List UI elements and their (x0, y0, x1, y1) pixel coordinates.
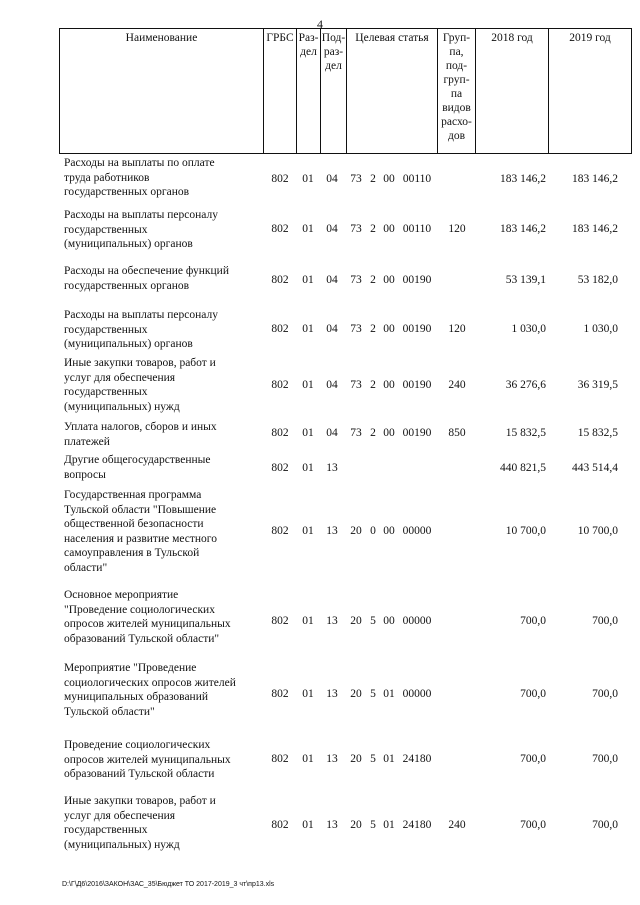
cell-rz: 01 (302, 274, 314, 286)
header-group-line: расхо- (441, 116, 472, 128)
cell-v2019: 15 832,5 (577, 427, 618, 439)
cell-pr: 13 (326, 819, 338, 831)
cell-cs4: 00000 (402, 688, 432, 700)
cell-v2018: 15 832,5 (505, 427, 546, 439)
row-name-line: Государственная программа (64, 489, 202, 501)
header-group (437, 29, 475, 153)
cell-rz: 01 (302, 688, 314, 700)
row-name (64, 420, 264, 449)
cell-cs3: 00 (383, 274, 395, 286)
cell-grbs: 802 (271, 462, 289, 474)
cell-rz: 01 (302, 379, 314, 391)
cell-rz: 01 (302, 462, 314, 474)
cell-pr: 13 (326, 753, 338, 765)
row-name (64, 156, 264, 200)
cell-pr: 13 (326, 615, 338, 627)
cell-cs2: 2 (370, 223, 376, 235)
cell-v2018: 183 146,2 (500, 223, 546, 235)
cell-rz: 01 (302, 525, 314, 537)
cell-cs1: 20 (350, 615, 362, 627)
row-name-line: труда работников (64, 171, 150, 184)
row-name-line: Мероприятие "Проведение (64, 662, 197, 674)
cell-rz: 01 (302, 819, 314, 831)
row-name-line: Тульской области "Повышение (64, 503, 217, 516)
row-name-line: опросов жителей муниципальных (64, 618, 231, 631)
cell-cs1: 73 (350, 323, 362, 335)
cell-vr: 850 (448, 427, 466, 439)
cell-v2019: 183 146,2 (572, 223, 618, 235)
cell-pr: 04 (326, 274, 338, 286)
cell-vr: 240 (448, 819, 466, 831)
cell-cs2: 5 (370, 688, 376, 700)
cell-v2018: 1 030,0 (511, 323, 546, 335)
cell-pr: 04 (326, 323, 338, 335)
row-name (64, 453, 264, 482)
row-name-line: Проведение социологических (64, 739, 211, 751)
row-name-line: Иные закупки товаров, работ и (64, 795, 216, 807)
cell-cs3: 01 (383, 753, 395, 765)
cell-cs3: 01 (383, 688, 395, 700)
header-group-line: груп- (443, 74, 470, 86)
cell-cs4: 00190 (402, 323, 432, 335)
cell-cs4: 00110 (402, 223, 432, 235)
row-name (64, 264, 264, 293)
row-name-line: платежей (64, 435, 110, 448)
cell-cs2: 5 (370, 819, 376, 831)
row-name-line: образований Тульской области (64, 768, 215, 781)
header-name: Наименование (125, 32, 198, 44)
cell-v2019: 36 319,5 (577, 379, 618, 391)
header-podrazdel-line: дел (325, 60, 342, 72)
cell-vr: 120 (448, 323, 466, 335)
cell-v2019: 700,0 (592, 615, 618, 627)
cell-v2019: 1 030,0 (583, 323, 618, 335)
row-name-line: государственных (64, 386, 148, 399)
cell-cs4: 00000 (402, 615, 432, 627)
header-razdel (296, 29, 320, 153)
cell-cs1: 20 (350, 525, 362, 537)
cell-pr: 04 (326, 223, 338, 235)
cell-grbs: 802 (271, 379, 289, 391)
cell-cs1: 73 (350, 379, 362, 391)
header-podrazdel-line: раз- (323, 46, 344, 58)
cell-cs4: 00110 (402, 173, 432, 185)
row-name-line: муниципальных образований (64, 691, 209, 704)
cell-pr: 04 (326, 173, 338, 185)
row-name-line: общественной безопасности (64, 518, 204, 531)
header-target: Целевая статья (346, 29, 437, 153)
row-name-line: образований Тульской области" (64, 632, 220, 645)
cell-grbs: 802 (271, 173, 289, 185)
cell-cs2: 2 (370, 379, 376, 391)
cell-cs4: 00190 (402, 379, 432, 391)
cell-grbs: 802 (271, 274, 289, 286)
row-name-line: (муниципальных) нужд (64, 838, 180, 851)
row-name (64, 738, 264, 782)
header-group-line: Груп- (442, 32, 471, 44)
cell-vr: 240 (448, 379, 466, 391)
row-name-line: услуг для обеспечения (64, 809, 176, 822)
row-name-line: опросов жителей муниципальных (64, 753, 231, 766)
row-name-line: социологических опросов жителей (64, 676, 236, 689)
cell-grbs: 802 (271, 223, 289, 235)
row-name (64, 356, 264, 414)
row-name (64, 661, 264, 719)
header-group-line: дов (447, 130, 466, 142)
cell-cs2: 2 (370, 173, 376, 185)
cell-cs3: 00 (383, 379, 395, 391)
header-podrazdel-line: Под- (321, 32, 346, 44)
cell-cs4: 24180 (402, 753, 432, 765)
cell-v2019: 10 700,0 (577, 525, 618, 537)
cell-grbs: 802 (271, 688, 289, 700)
header-podrazdel (320, 29, 346, 153)
cell-pr: 04 (326, 427, 338, 439)
cell-cs1: 20 (350, 819, 362, 831)
cell-grbs: 802 (271, 753, 289, 765)
cell-v2019: 700,0 (592, 753, 618, 765)
row-name-line: Другие общегосударственные (64, 454, 211, 466)
row-name-line: (муниципальных) органов (64, 338, 193, 351)
cell-grbs: 802 (271, 525, 289, 537)
cell-cs3: 00 (383, 615, 395, 627)
cell-pr: 13 (326, 688, 338, 700)
cell-rz: 01 (302, 223, 314, 235)
cell-v2018: 53 139,1 (505, 274, 546, 286)
cell-rz: 01 (302, 615, 314, 627)
cell-v2019: 53 182,0 (577, 274, 618, 286)
header-2019: 2019 год (548, 29, 631, 153)
cell-cs1: 20 (350, 753, 362, 765)
header-razdel-line: дел (300, 46, 317, 58)
cell-grbs: 802 (271, 615, 289, 627)
cell-cs3: 00 (383, 223, 395, 235)
cell-v2018: 700,0 (520, 615, 546, 627)
row-name-line: государственных (64, 824, 148, 837)
cell-cs2: 2 (370, 323, 376, 335)
cell-rz: 01 (302, 323, 314, 335)
row-name-line: области" (64, 561, 108, 574)
cell-cs2: 2 (370, 274, 376, 286)
cell-v2018: 700,0 (520, 819, 546, 831)
cell-cs2: 5 (370, 615, 376, 627)
table-header (59, 28, 632, 154)
cell-grbs: 802 (271, 427, 289, 439)
cell-cs1: 20 (350, 688, 362, 700)
row-name-line: Расходы на выплаты персоналу (64, 309, 218, 321)
cell-cs3: 01 (383, 819, 395, 831)
cell-rz: 01 (302, 427, 314, 439)
row-name (64, 588, 264, 646)
row-name-line: государственных (64, 223, 148, 236)
row-name-line: (муниципальных) нужд (64, 400, 180, 413)
row-name-line: вопросы (64, 468, 106, 481)
cell-cs3: 00 (383, 525, 395, 537)
cell-cs3: 00 (383, 173, 395, 185)
cell-cs1: 73 (350, 173, 362, 185)
cell-cs1: 73 (350, 274, 362, 286)
cell-pr: 04 (326, 379, 338, 391)
cell-cs2: 2 (370, 427, 376, 439)
row-name-line: Расходы на выплаты по оплате (64, 157, 215, 169)
cell-cs4: 00000 (402, 525, 432, 537)
page-number: 4 (317, 17, 323, 31)
row-name-line: населения и развитие местного (64, 532, 217, 545)
row-name (64, 488, 264, 576)
cell-v2018: 700,0 (520, 688, 546, 700)
row-name (64, 208, 264, 252)
cell-cs1: 73 (350, 223, 362, 235)
cell-v2019: 183 146,2 (572, 173, 618, 185)
header-grbs: ГРБС (263, 29, 296, 153)
cell-vr: 120 (448, 223, 466, 235)
row-name-line: самоуправления в Тульской (64, 547, 200, 560)
row-name-line: Иные закупки товаров, работ и (64, 357, 216, 369)
cell-v2018: 440 821,5 (500, 462, 546, 474)
header-2018: 2018 год (475, 29, 548, 153)
cell-pr: 13 (326, 462, 338, 474)
header-group-line: под- (445, 60, 468, 72)
cell-grbs: 802 (271, 323, 289, 335)
cell-cs1: 73 (350, 427, 362, 439)
cell-cs4: 00190 (402, 427, 432, 439)
row-name-line: Расходы на обеспечение функций (64, 265, 229, 277)
row-name-line: (муниципальных) органов (64, 238, 193, 251)
cell-v2019: 443 514,4 (572, 462, 618, 474)
cell-cs2: 0 (370, 525, 376, 537)
row-name-line: государственных (64, 323, 148, 336)
header-razdel-line: Раз- (298, 32, 319, 44)
cell-cs3: 00 (383, 323, 395, 335)
header-group-line: па (450, 88, 463, 100)
row-name-line: государственных органов (64, 279, 190, 292)
cell-rz: 01 (302, 173, 314, 185)
cell-cs2: 5 (370, 753, 376, 765)
cell-v2018: 183 146,2 (500, 173, 546, 185)
row-name-line: Тульской области" (64, 705, 155, 718)
row-name-line: "Проведение социологических (64, 603, 215, 616)
cell-cs4: 00190 (402, 274, 432, 286)
row-name-line: Расходы на выплаты персоналу (64, 209, 218, 221)
row-name (64, 308, 264, 352)
row-name (64, 794, 264, 852)
cell-v2018: 36 276,6 (505, 379, 546, 391)
row-name-line: услуг для обеспечения (64, 371, 176, 384)
cell-v2018: 10 700,0 (505, 525, 546, 537)
cell-cs3: 00 (383, 427, 395, 439)
cell-grbs: 802 (271, 819, 289, 831)
cell-v2019: 700,0 (592, 688, 618, 700)
cell-v2018: 700,0 (520, 753, 546, 765)
row-name-line: государственных органов (64, 186, 190, 199)
header-group-line: видов (442, 102, 471, 114)
header-group-line: па, (449, 46, 464, 58)
cell-rz: 01 (302, 753, 314, 765)
cell-v2019: 700,0 (592, 819, 618, 831)
cell-cs4: 24180 (402, 819, 432, 831)
footer-file-path: D:\Г\Д6\2016\ЗАКОН\ЗАС_35\Бюджет ТО 2017-2019_3 чт\пр13.xls (62, 881, 275, 888)
row-name-line: Основное мероприятие (64, 589, 179, 601)
row-name-line: Уплата налогов, сборов и иных (64, 421, 217, 433)
cell-pr: 13 (326, 525, 338, 537)
